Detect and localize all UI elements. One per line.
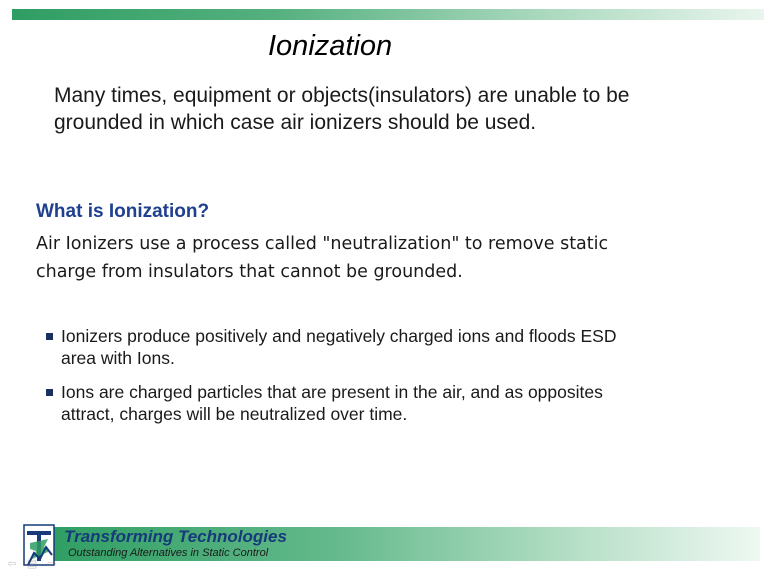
- section-line: charge from insulators that cannot be grounded.: [36, 262, 463, 282]
- intro-line: grounded in which case air ionizers should be used.: [54, 111, 537, 134]
- bullet-list: [44, 325, 734, 437]
- bullet-line: area with Ions.: [61, 348, 175, 368]
- section-paragraph: [36, 230, 736, 286]
- menu-icon[interactable]: ▤: [26, 557, 38, 570]
- brand-name: Transforming Technologies: [64, 527, 287, 546]
- bullet-text: [61, 325, 734, 369]
- bullet-line: Ionizers produce positively and negatively charged ions and floods ESD: [61, 326, 617, 346]
- bullet-text: [61, 381, 734, 425]
- bullet-line: Ions are charged particles that are present in the air, and as opposites: [61, 382, 603, 402]
- section-heading: What is Ionization?: [36, 201, 210, 222]
- slide-title: Ionization: [268, 30, 393, 62]
- top-accent-bar: [12, 9, 764, 20]
- intro-line: Many times, equipment or objects(insulators) are unable to be: [54, 84, 630, 107]
- bullet-line: attract, charges will be neutralized over time.: [61, 404, 408, 424]
- section-line: Air Ionizers use a process called "neutralization" to remove static: [36, 234, 609, 254]
- brand-tagline: Outstanding Alternatives in Static Control: [68, 547, 269, 559]
- intro-paragraph: [54, 82, 744, 136]
- square-bullet-icon: [46, 333, 53, 340]
- previous-arrow-icon[interactable]: ⇦: [7, 557, 17, 570]
- square-bullet-icon: [46, 389, 53, 396]
- bullet-item: [44, 381, 734, 425]
- slide-navigation: [4, 557, 60, 571]
- bullet-item: [44, 325, 734, 369]
- next-arrow-icon[interactable]: ⇨: [47, 557, 57, 570]
